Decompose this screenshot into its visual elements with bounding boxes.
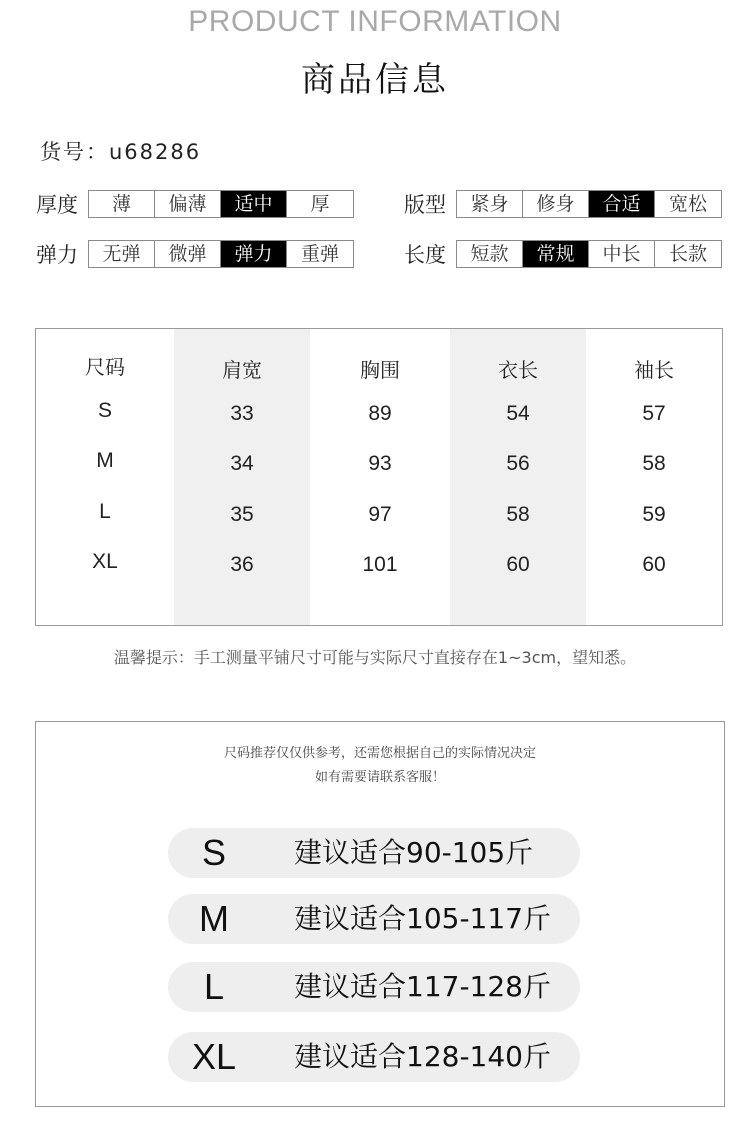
attr-option: 宽松 bbox=[668, 193, 707, 215]
size-table-cell: 97 bbox=[368, 503, 392, 526]
attr-option: 修身 bbox=[523, 191, 589, 217]
recommendation-item bbox=[168, 962, 580, 1012]
recommendation-size: M bbox=[199, 898, 229, 939]
size-table-cell: 57 bbox=[642, 402, 666, 425]
sku-number: 货号：u68286 bbox=[40, 140, 202, 164]
attr-options bbox=[88, 240, 354, 268]
recommendation-item bbox=[168, 894, 580, 944]
attr-option-selected: 弹力 bbox=[221, 241, 287, 267]
size-table-header: 胸围 bbox=[360, 358, 400, 382]
attr-label: 版型 bbox=[404, 193, 446, 217]
size-table-header: 尺码 bbox=[85, 355, 125, 379]
heading-english: PRODUCT INFORMATION bbox=[188, 5, 562, 38]
size-table-cell: 101 bbox=[362, 553, 398, 576]
recommendation-size: S bbox=[201, 832, 226, 873]
size-table-cell: 58 bbox=[642, 452, 666, 475]
attr-option: 偏薄 bbox=[155, 191, 221, 217]
attr-options bbox=[456, 240, 722, 268]
attr-option: 微弹 bbox=[155, 241, 221, 267]
attr-option: 无弹 bbox=[89, 241, 155, 267]
size-table-cell: 34 bbox=[230, 452, 254, 475]
size-table-header: 肩宽 bbox=[222, 358, 262, 382]
size-recommendation bbox=[35, 721, 725, 1107]
attr-option-selected: 适中 bbox=[221, 191, 287, 217]
attr-option: 短款 bbox=[457, 241, 523, 267]
size-column bbox=[36, 329, 174, 625]
recommendation-size: L bbox=[203, 966, 225, 1007]
attr-option: 重弹 bbox=[300, 243, 339, 265]
size-table-cell: S bbox=[97, 399, 112, 422]
attr-option: 紧身 bbox=[457, 191, 523, 217]
size-table-cell: 33 bbox=[230, 402, 254, 425]
measurement-tip: 温馨提示：手工测量平铺尺寸可能与实际尺寸直接存在1~3cm，望知悉。 bbox=[113, 648, 637, 667]
recommendation-note: 尺码推荐仅仅供参考，还需您根据自己的实际情况决定 bbox=[223, 746, 536, 761]
size-table-cell: 60 bbox=[506, 553, 530, 576]
size-table-cell: 93 bbox=[368, 452, 392, 475]
size-table-cell: 54 bbox=[506, 402, 530, 425]
attr-option: 厚 bbox=[310, 193, 330, 215]
recommendation-weight: 建议适合90-105斤 bbox=[294, 836, 534, 869]
size-table-cell: 36 bbox=[230, 553, 254, 576]
attr-label: 弹力 bbox=[36, 243, 78, 267]
attr-length bbox=[404, 240, 722, 268]
attr-options bbox=[88, 190, 354, 218]
size-table-cell: 89 bbox=[368, 402, 392, 425]
attr-label: 厚度 bbox=[36, 193, 78, 217]
shoulder-column bbox=[174, 329, 310, 625]
attr-option: 长款 bbox=[668, 243, 707, 265]
size-table-cell: 60 bbox=[642, 553, 666, 576]
recommendation-item bbox=[168, 1032, 580, 1082]
attr-elasticity bbox=[36, 240, 354, 268]
attr-thickness bbox=[36, 190, 354, 218]
sleeve-column bbox=[586, 329, 722, 625]
size-table-header: 衣长 bbox=[498, 358, 538, 382]
recommendation-size: XL bbox=[191, 1036, 237, 1077]
size-table-cell: 35 bbox=[230, 503, 254, 526]
size-table-cell: 59 bbox=[642, 503, 666, 526]
attr-option: 薄 bbox=[89, 191, 155, 217]
recommendation-weight: 建议适合128-140斤 bbox=[294, 1040, 551, 1073]
size-table-cell: 58 bbox=[506, 503, 530, 526]
length-column bbox=[450, 329, 586, 625]
attr-options bbox=[456, 190, 722, 218]
attr-fit bbox=[404, 190, 722, 218]
size-table-cell: 56 bbox=[506, 452, 530, 475]
size-table bbox=[35, 328, 723, 626]
size-table-cell: XL bbox=[92, 550, 118, 573]
size-table-cell: L bbox=[99, 500, 111, 523]
recommendation-item bbox=[168, 828, 580, 878]
recommendation-note: 如有需要请联系客服！ bbox=[314, 770, 445, 785]
attr-option-selected: 常规 bbox=[523, 241, 589, 267]
size-table-header: 袖长 bbox=[634, 358, 674, 382]
attr-label: 长度 bbox=[404, 243, 446, 267]
size-table-cell: M bbox=[96, 449, 114, 472]
heading-chinese: 商品信息 bbox=[301, 60, 449, 100]
recommendation-weight: 建议适合105-117斤 bbox=[294, 902, 551, 935]
attr-option: 中长 bbox=[589, 241, 655, 267]
chest-column bbox=[310, 329, 450, 625]
attr-option-selected: 合适 bbox=[589, 191, 655, 217]
recommendation-weight: 建议适合117-128斤 bbox=[294, 970, 551, 1003]
